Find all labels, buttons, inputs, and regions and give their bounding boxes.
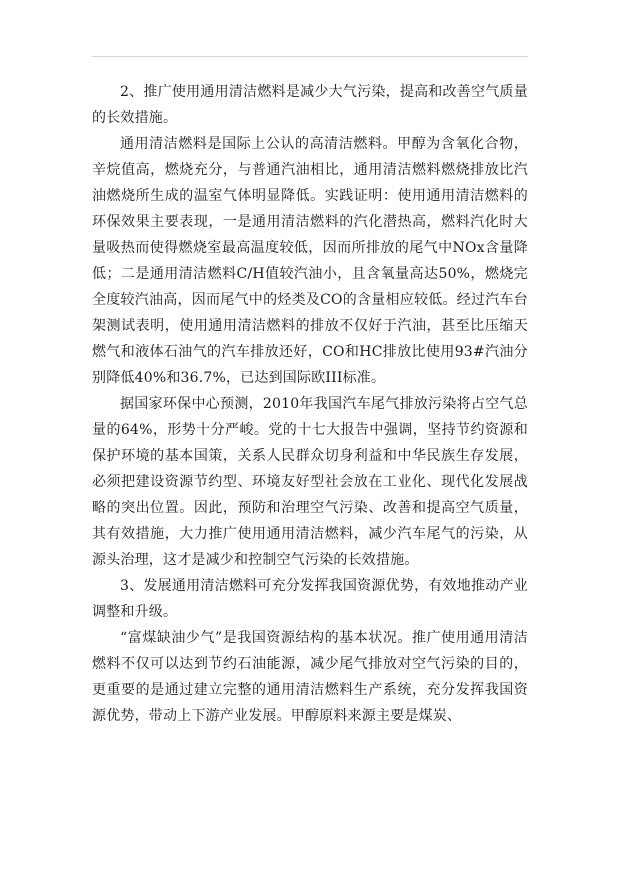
paragraph-pollution-forecast: 据国家环保中心预测，2010年我国汽车尾气排放污染将占空气总量的64%，形势十分严峻。党的十七大报告中强调，坚持节约资源和保护环境的基本国策，关系人民群众切身利益和中华民族生存发展，必须把建设资源节约型、环境友好型社会放在工业化、现代化发展战略的突出位置。因此，预防和治理空气污染、改善和提高空气质量，其有效措施，大力推广使用通用清洁燃料，减少汽车尾气的污染，从源头治理，这才是减少和控制空气污染的长效措施。 <box>92 396 528 568</box>
paragraph-clean-fuel-benefits: 通用清洁燃料是国际上公认的高清洁燃料。甲醇为含氧化合物，辛烷值高，燃烧充分，与普通汽油相比，通用清洁燃料燃烧排放比汽油燃烧所生成的温室气体明显降低。实践证明：使用通用清洁燃料的环保效果主要表现，一是通用清洁燃料的汽化潜热高，燃料汽化时大量吸热而使得燃烧室最高温度较低，因而所排放的尾气中NOx含量降低；二是通用清洁燃料C/H值较汽油小，且含氧量高达50%，燃烧完全度较汽油高，因而尾气中的烃类及CO的含量相应较低。经过汽车台架测试表明，使用通用清洁燃料的排放不仅好于汽油，甚至比压缩天燃气和液体石油气的汽车排放还好，CO和HC排放比使用93#汽油分别降低40%和36.7%，已达到国际欧III标准。 <box>92 136 528 386</box>
paragraph-resource-structure: “富煤缺油少气”是我国资源结构的基本状况。推广使用通用清洁燃料不仅可以达到节约石油能源，减少尾气排放对空气污染的目的，更重要的是通过建立完整的通用清洁燃料生产系统，充分发挥我国资源优势，带动上下游产业发展。甲醇原料来源主要是煤炭、 <box>92 630 528 724</box>
paragraph-section-2-heading: 2、推广使用通用清洁燃料是减少大气污染，提高和改善空气质量的长效措施。 <box>92 84 528 126</box>
paragraph-section-3-heading: 3、发展通用清洁燃料可充分发挥我国资源优势，有效地推动产业调整和升级。 <box>92 578 528 620</box>
document-body <box>92 79 528 729</box>
header-rule <box>92 56 528 57</box>
